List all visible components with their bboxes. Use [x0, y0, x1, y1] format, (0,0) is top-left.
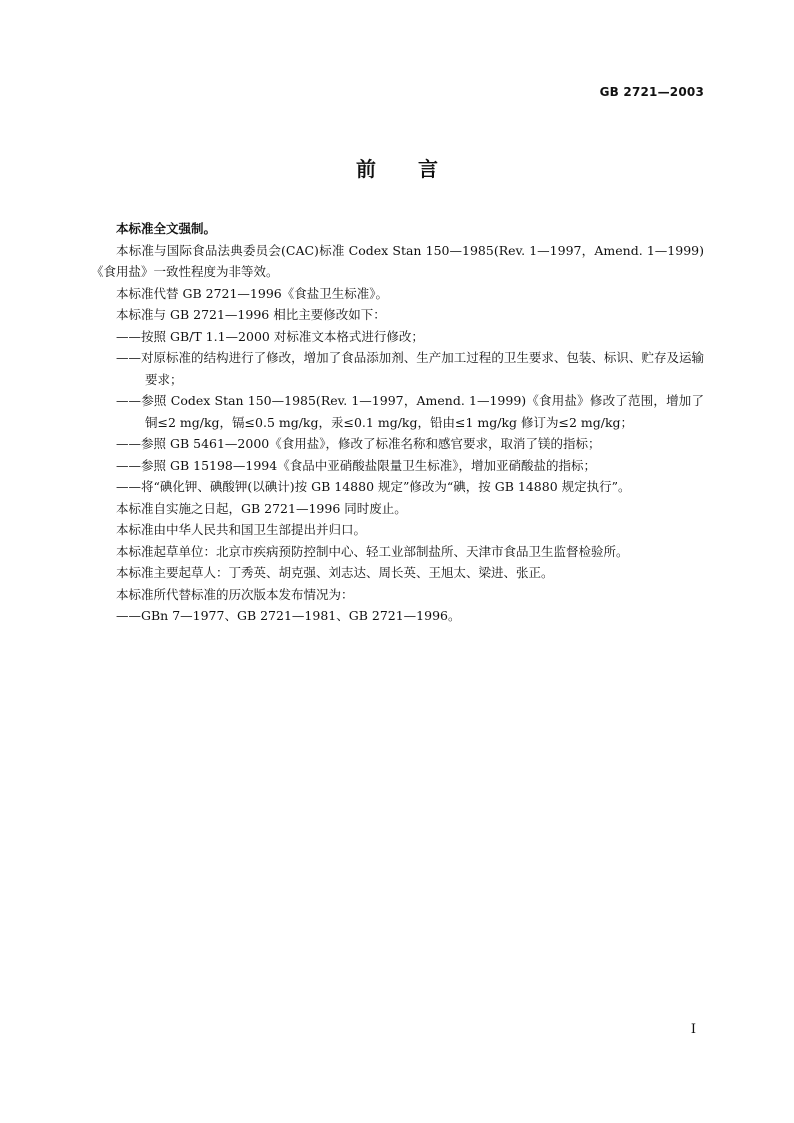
page-title: 前言	[356, 157, 480, 181]
paragraph-proposer: 本标准由中华人民共和国卫生部提出并归口。	[116, 522, 367, 537]
paragraph-mandatory: 本标准全文强制。	[116, 221, 217, 236]
paragraph-replaces: 本标准代替 GB 2721—1996《食盐卫生标准》。	[116, 285, 388, 301]
page-number: I	[690, 1022, 696, 1037]
list-item: ——对原标准的结构进行了修改，增加了食品添加剂、生产加工过程的卫生要求、包装、标识、贮存及运输要求；	[116, 350, 704, 387]
paragraph-abolish: 本标准自实施之日起，GB 2721—1996 同时废止。	[116, 500, 407, 516]
document-body	[91, 218, 704, 627]
paragraph-drafting-units: 本标准起草单位：北京市疾病预防控制中心、轻工业部制盐所、天津市食品卫生监督检验所。	[116, 543, 629, 559]
list-item: ——将“碘化钾、碘酸钾(以碘计)按 GB 14880 规定”修改为“碘，按 GB 14880 规定执行”。	[116, 479, 631, 494]
standard-number: GB 2721—2003	[599, 85, 704, 99]
list-item: ——参照 GB 15198—1994《食品中亚硝酸盐限量卫生标准》，增加亚硝酸盐的指标；	[116, 457, 596, 473]
paragraph-drafters: 本标准主要起草人：丁秀英、胡克强、刘志达、周长英、王旭太、梁进、张正。	[116, 565, 554, 580]
paragraph-history-intro: 本标准所代替标准的历次版本发布情况为：	[116, 586, 354, 602]
paragraph-cac-consistency: 本标准与国际食品法典委员会(CAC)标准 Codex Stan 150—1985(Rev. 1—1997，Amend. 1—1999)《食用盐》一致性程度为非等效。	[91, 242, 704, 279]
list-item: ——参照 Codex Stan 150—1985(Rev. 1—1997，Amend. 1—1999)《食用盐》修改了范围，增加了铜≤2 mg/kg，镉≤0.5 mg/kg，汞≤0.1 mg/kg，铅由≤1 mg/kg 修订为≤2 mg/kg；	[116, 393, 704, 430]
paragraph-changes-intro: 本标准与 GB 2721—1996 相比主要修改如下：	[116, 307, 386, 322]
list-item: ——按照 GB/T 1.1—2000 对标准文本格式进行修改；	[116, 328, 424, 344]
list-item: ——GBn 7—1977、GB 2721—1981、GB 2721—1996。	[116, 608, 461, 623]
list-item: ——参照 GB 5461—2000《食用盐》，修改了标准名称和感官要求，取消了镁的指标；	[116, 436, 601, 451]
